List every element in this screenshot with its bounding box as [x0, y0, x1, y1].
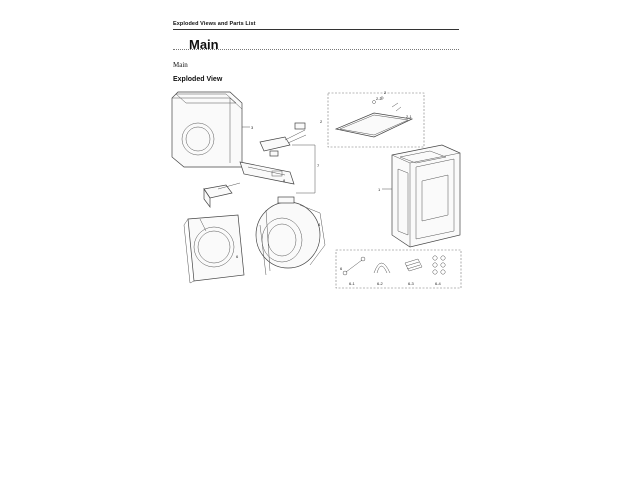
accessory-pads-icon: [405, 259, 422, 271]
callout-control-panel: 7: [317, 163, 320, 168]
section-header-label: Exploded Views and Parts List: [173, 21, 256, 27]
detergent-drawer-part: [204, 183, 240, 207]
page-subtitle: Main: [173, 61, 188, 69]
callout-top-cover-frame: 2: [320, 119, 323, 124]
callout-cabinet: 1: [378, 187, 381, 192]
accessory-group-code: 6: [340, 266, 343, 271]
tub-assembly-part: [256, 197, 325, 275]
control-board-part: [260, 123, 306, 156]
callout-top-panel: 3: [251, 125, 254, 130]
callout-top-cover-c: 2: [384, 90, 387, 95]
top-panel-part: [172, 92, 242, 167]
accessory-label-4: 6-4: [435, 281, 441, 286]
control-panel-part: [240, 162, 294, 184]
accessory-label-3: 6-3: [408, 281, 414, 286]
callout-tub-assembly: 4: [318, 222, 321, 227]
title-rule: [173, 49, 459, 50]
header-rule: [173, 29, 459, 30]
cabinet-frame-part: [392, 145, 460, 247]
accessory-hose-holder-icon: [374, 263, 390, 273]
exploded-view-diagram: [160, 85, 465, 300]
accessory-caps-icon: [433, 256, 445, 274]
front-assembly-part: [184, 215, 244, 283]
top-cover-part: [336, 97, 412, 137]
callout-top-cover-b: 2-1: [406, 114, 412, 119]
accessory-label-2: 6-2: [377, 281, 383, 286]
callout-control-panel-inner: 8: [283, 178, 286, 183]
callout-top-cover-a: 2-2: [376, 96, 382, 101]
callout-front-assembly: 6: [236, 254, 239, 259]
accessory-wrench-icon: [343, 257, 365, 275]
page-title: Main: [189, 37, 219, 52]
section-heading: Exploded View: [173, 76, 223, 83]
accessory-label-1: 6-1: [349, 281, 355, 286]
